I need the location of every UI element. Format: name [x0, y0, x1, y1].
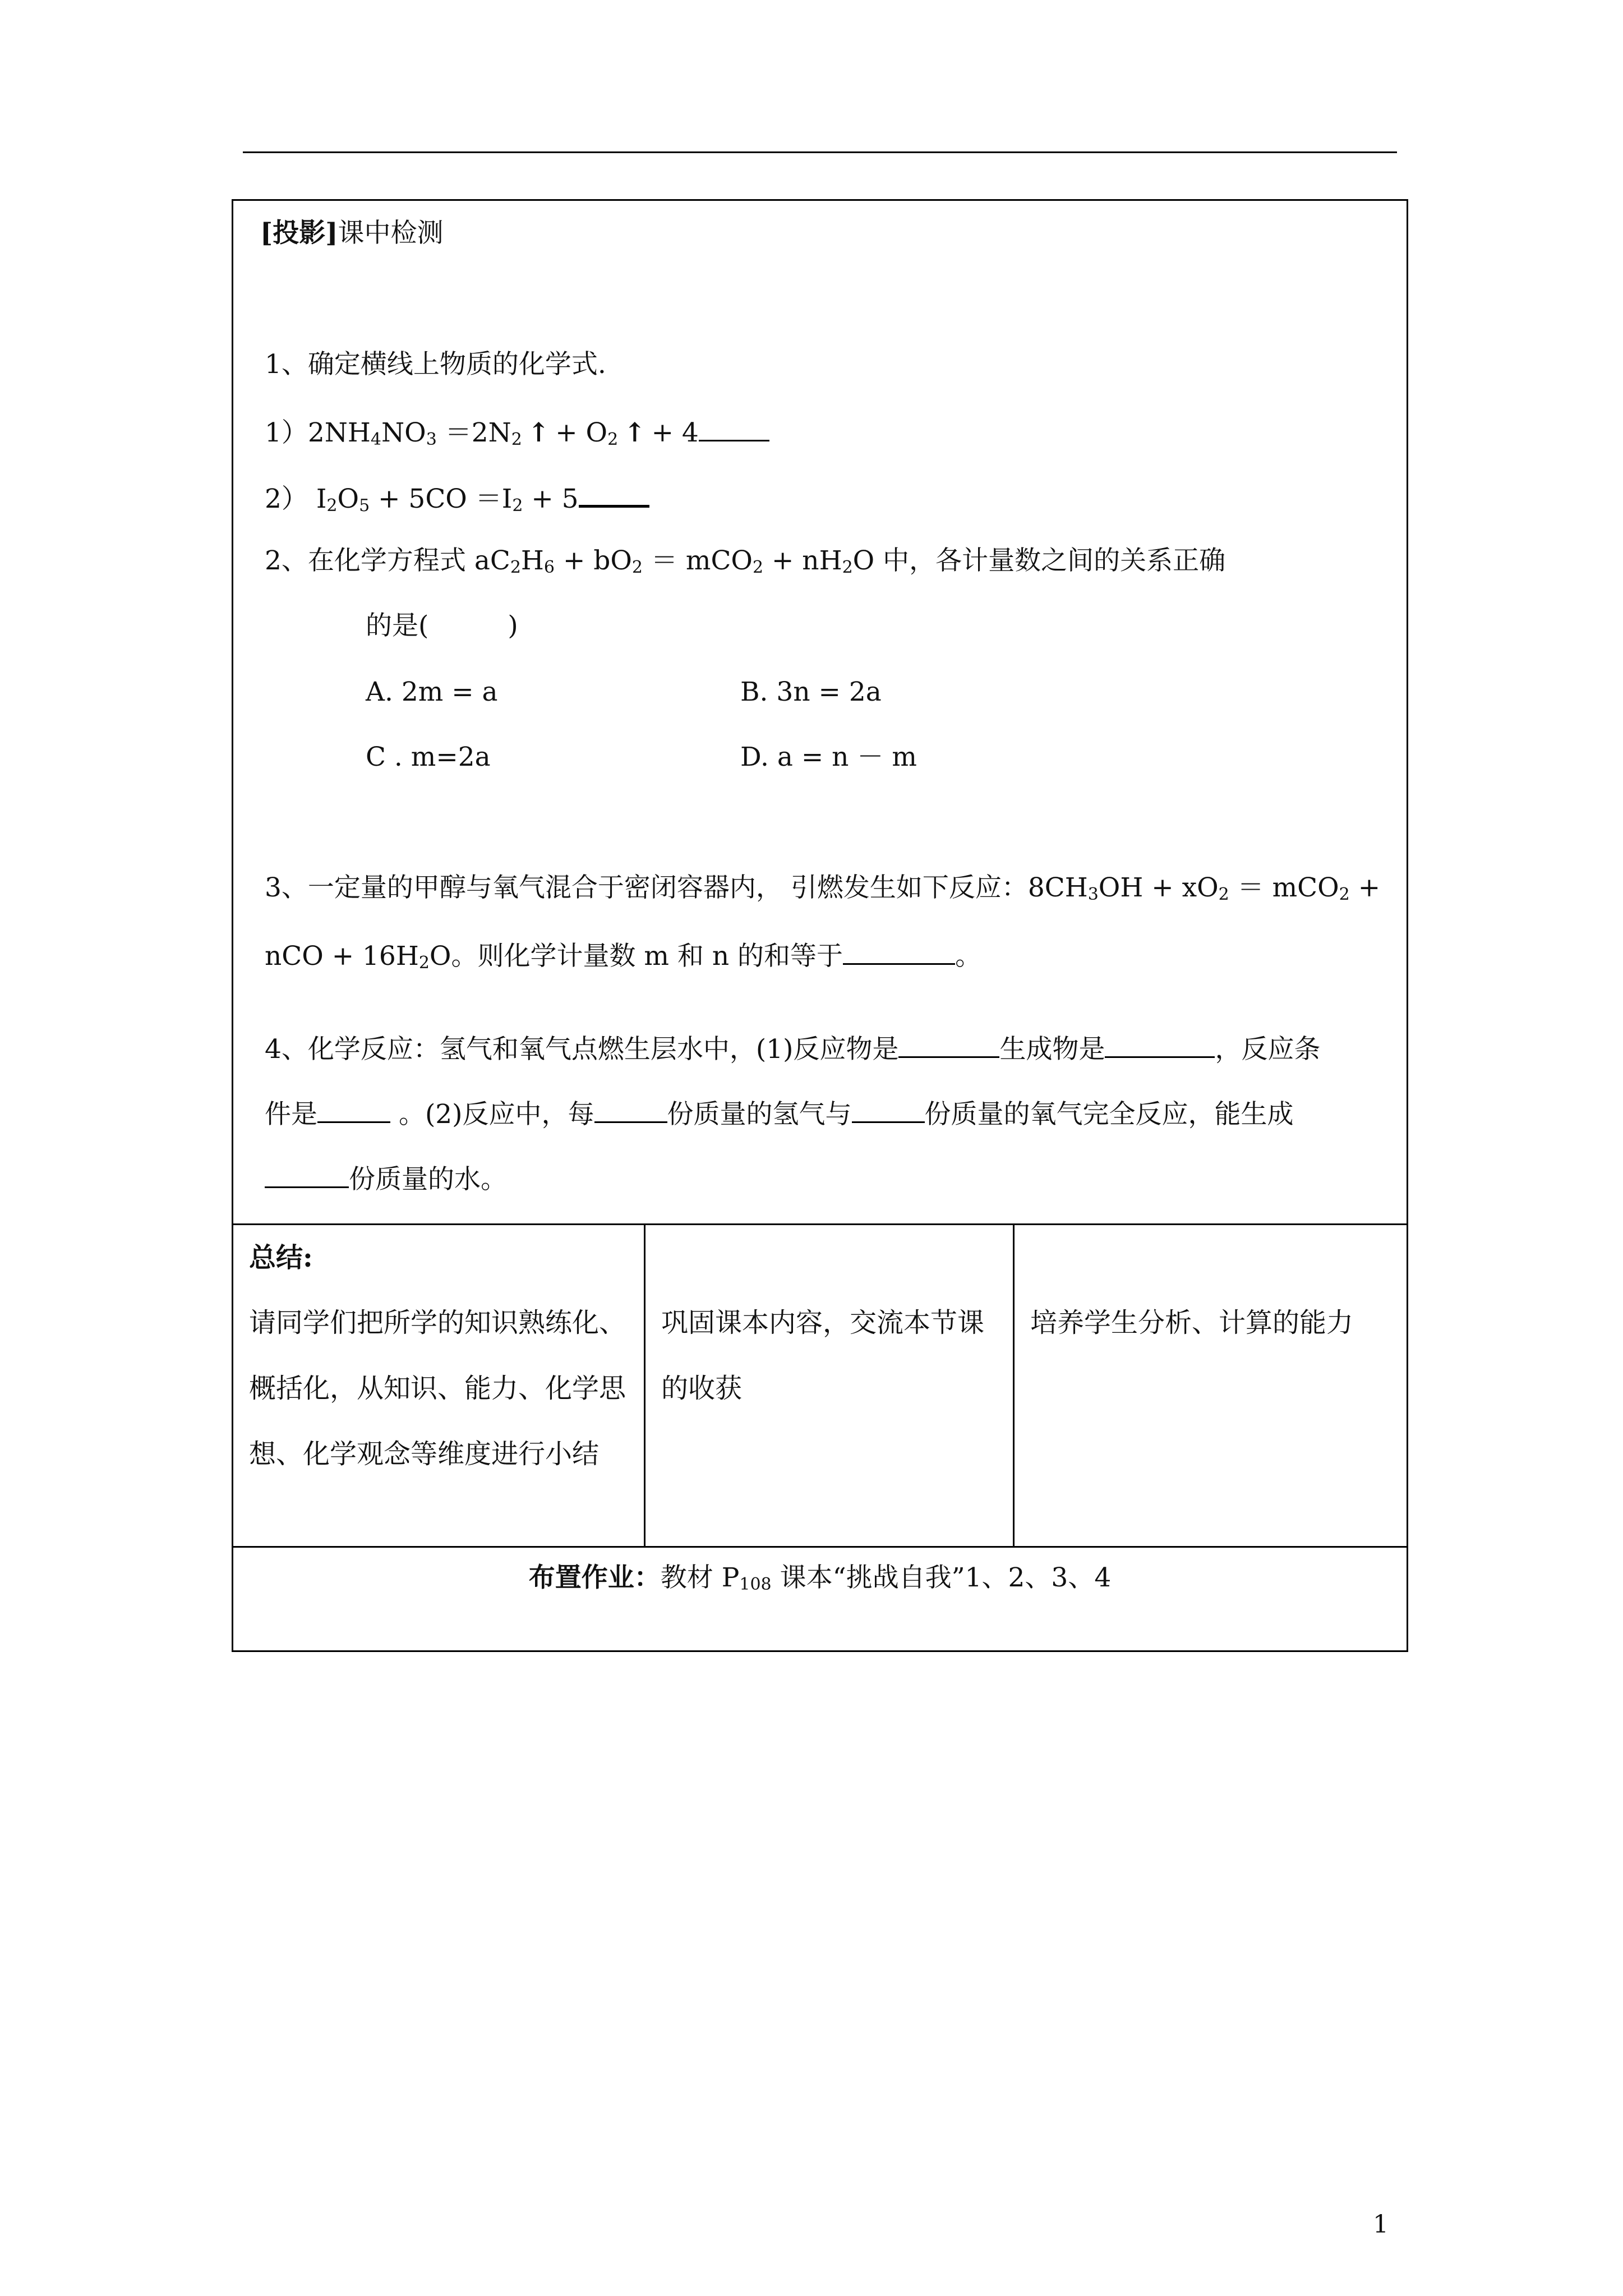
q1-title: 1、确定横线上物质的化学式. — [265, 349, 606, 380]
summary-right-text: 培养学生分析、计算的能力 — [1030, 1307, 1354, 1338]
answer-blank — [1105, 1029, 1215, 1058]
summary-row — [233, 1225, 1408, 1547]
answer-blank — [898, 1029, 999, 1058]
summary-middle-text: 巩固课本内容，交流本节课的收获 — [661, 1307, 985, 1404]
q3-line-2: nCO + $16H_2O$。则化学计量数 m 和 n 的和等于 。 — [265, 936, 981, 973]
homework-row — [233, 1547, 1408, 1651]
answer-blank — [317, 1094, 390, 1123]
q2-option-c: C . m=2a — [366, 742, 491, 772]
check-heading: [投影]课中检测 — [260, 218, 444, 249]
answer-blank — [265, 1159, 349, 1188]
homework-line: 布置作业：教材 $P_{108}$ 课本“挑战自我”1、2、3、4 — [528, 1562, 1112, 1594]
q2-option-d: D. a = n － m — [740, 742, 917, 772]
summary-left-cell — [233, 1225, 645, 1547]
summary-middle-cell — [645, 1225, 1014, 1547]
q2-option-b: B. 3n = 2a — [740, 677, 882, 707]
q2-stem: 2、在化学方程式 $aC_2H_6 + bO_2 = mCO_2 + nH_2O$ 中，各计量数之间的关系正确 — [265, 545, 1226, 577]
up-arrow-icon: ↑ — [527, 417, 550, 448]
in-class-check-row — [233, 200, 1408, 1225]
q4-line-1: 4、化学反应：氢气和氧气点燃生层水中，(1)反应物是 生成物是 ，反应条 — [265, 1029, 1320, 1066]
header-rule — [243, 151, 1397, 153]
page-number: 1 — [1373, 2210, 1389, 2239]
answer-blank — [594, 1094, 667, 1123]
q2-option-a: A. 2m = a — [366, 677, 498, 707]
answer-blank — [843, 936, 955, 965]
q1-equation-1: $1)2NH_4NO_3 =2N_2$ ↑ + $O_2$ ↑ + 4 — [265, 413, 769, 450]
answer-blank — [579, 478, 649, 508]
answer-blank — [852, 1094, 925, 1123]
lesson-table — [232, 199, 1408, 1652]
summary-title: 总结: — [249, 1242, 313, 1273]
summary-right-cell — [1014, 1225, 1408, 1547]
up-arrow-icon: ↑ — [624, 417, 646, 448]
in-class-check-cell — [233, 200, 1408, 1225]
summary-left-text: 请同学们把所学的知识熟练化、概括化，从知识、能力、化学思想、化学观念等维度进行小结 — [249, 1307, 626, 1470]
q2-stem-continued: 的是( ) — [366, 610, 518, 641]
q4-line-3: 份质量的水。 — [265, 1159, 507, 1197]
q3-line-1: 3、一定量的甲醇与氧气混合于密闭容器内， 引燃发生如下反应：$8CH_3OH + xO_2 = mCO_2$ + — [265, 872, 1381, 904]
answer-blank — [699, 413, 769, 441]
homework-cell — [233, 1547, 1408, 1651]
q4-line-2: 件是 。(2)反应中，每 份质量的氢气与 份质量的氧气完全反应，能生成 — [265, 1094, 1294, 1131]
q1-equation-2: 2） $I_2O_5 + 5CO =I_2 + 5$ — [265, 478, 649, 516]
